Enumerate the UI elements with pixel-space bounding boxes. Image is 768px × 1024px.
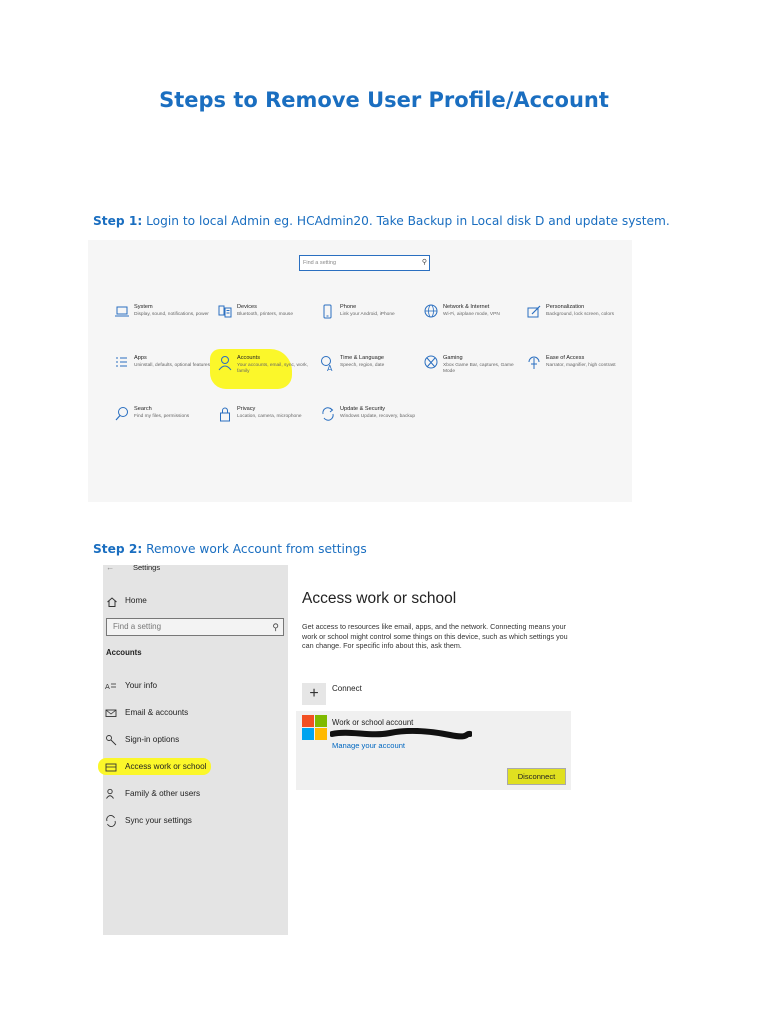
ease-of-access-icon [526,355,542,373]
work-account-entry[interactable] [296,711,571,790]
tile-name: System [134,304,153,310]
tile-name: Apps [134,355,147,361]
phone-icon [320,304,336,322]
account-type: Work or school account [332,718,414,727]
tile-name: Network & Internet [443,304,490,310]
tile-accounts[interactable] [217,355,317,395]
step-1-instruction [93,214,670,228]
tile-name: Privacy [237,406,256,412]
sidebar-item-label: Sync your settings [125,816,192,825]
lock-icon [217,406,233,424]
key-icon [105,734,117,746]
page-title: Steps to Remove User Profile/Account [159,88,609,112]
back-arrow-icon[interactable]: ← [106,563,115,572]
tile-name: Gaming [443,355,463,361]
tile-desc: Uninstall, defaults, optional features [134,363,210,368]
tile-name: Search [134,406,152,412]
search-icon: ⚲ [272,622,279,632]
tile-personalization[interactable] [526,304,626,344]
settings-home-screenshot [88,240,632,502]
tile-desc: Your accounts, email, sync, work, family [237,363,309,375]
search-icon [114,406,130,424]
brush-icon [526,304,542,322]
people-icon [105,788,117,800]
tile-name: Phone [340,304,357,310]
svg-text:A: A [327,364,333,373]
laptop-icon [114,304,130,322]
redacted-email-scribble [330,728,472,740]
tile-desc: Narrator, magnifier, high contrast [546,363,616,368]
tile-gaming[interactable] [423,355,523,395]
sync-icon [105,815,117,827]
step-2-label: Step 2: [93,542,143,556]
keyboard-icon [217,304,233,322]
step-1-label: Step 1: [93,214,143,228]
tile-desc: Location, camera, microphone [237,414,302,419]
mail-icon [105,707,117,719]
nav-home[interactable]: Home [125,596,147,605]
tile-privacy[interactable] [217,406,317,446]
sidebar-item-label: Access work or school [125,762,207,771]
window-title: Settings [133,563,161,572]
search-icon: ⚲ [421,259,427,266]
tile-desc: Windows Update, recovery, backup [340,414,416,419]
settings-search-placeholder: Find a setting [303,260,337,266]
disconnect-button[interactable]: Disconnect [507,768,566,785]
person-card-icon [105,680,117,692]
panel-heading: Access work or school [302,590,457,607]
tile-system[interactable] [114,304,214,344]
apps-list-icon [114,355,130,373]
sidebar-item-label: Your info [125,681,158,690]
connect-plus-button[interactable] [302,683,326,705]
section-heading: Accounts [106,648,142,657]
tile-desc: Xbox Game Bar, captures, Game Mode [443,363,514,375]
tile-desc: Display, sound, notifications, power [134,312,209,317]
briefcase-icon [105,761,117,773]
tile-phone[interactable] [320,304,420,344]
tile-update-security[interactable] [320,406,420,446]
tile-ease-of-access[interactable] [526,355,626,395]
sidebar-search-input[interactable] [106,618,284,636]
tile-name: Update & Security [340,406,386,412]
sidebar-item-label: Sign-in options [125,735,180,744]
step-1-text: Login to local Admin eg. HCAdmin20. Take Backup in Local disk D and update system. [146,214,670,228]
sidebar-search-placeholder: Find a setting [113,622,162,631]
tile-name: Personalization [546,304,585,310]
panel-description: Get access to resources like email, apps, and the network. Connecting means your work or school might control some things on this device, such as which settings you can change. For specific info about this, ask them. [302,622,568,650]
plus-icon: + [309,685,319,702]
tile-desc: Wi-Fi, airplane mode, VPN [443,312,500,317]
settings-sidebar [103,565,288,935]
tile-name: Time & Language [340,355,384,361]
tile-desc: Find my files, permissions [134,414,190,419]
tile-search[interactable] [114,406,214,446]
xbox-icon [423,355,439,373]
tile-network[interactable] [423,304,523,344]
manage-account-link[interactable]: Manage your account [332,741,406,750]
home-icon [106,596,118,608]
globe-icon [423,304,439,322]
access-work-school-panel [296,584,571,794]
tile-desc: Link your Android, iPhone [340,312,395,317]
microsoft-logo-icon [302,715,327,740]
settings-search-input[interactable] [299,255,430,271]
person-icon [217,355,233,373]
sync-icon [320,406,336,424]
tile-desc: Background, lock screen, colors [546,312,614,317]
step-2-instruction [93,542,367,556]
tile-devices[interactable] [217,304,317,344]
sidebar-item-label: Family & other users [125,789,201,798]
tile-name: Accounts [237,355,261,361]
step-2-text: Remove work Account from settings [146,542,367,556]
time-language-icon [320,355,336,373]
tile-apps[interactable] [114,355,214,395]
tile-name: Devices [237,304,257,310]
tile-name: Ease of Access [546,355,585,361]
tile-time-language[interactable] [320,355,420,395]
sidebar-item-label: Email & accounts [125,708,189,717]
svg-text:A: A [105,683,110,691]
tile-desc: Speech, region, date [340,363,385,368]
connect-label[interactable]: Connect [332,684,362,693]
tile-desc: Bluetooth, printers, mouse [237,312,293,317]
